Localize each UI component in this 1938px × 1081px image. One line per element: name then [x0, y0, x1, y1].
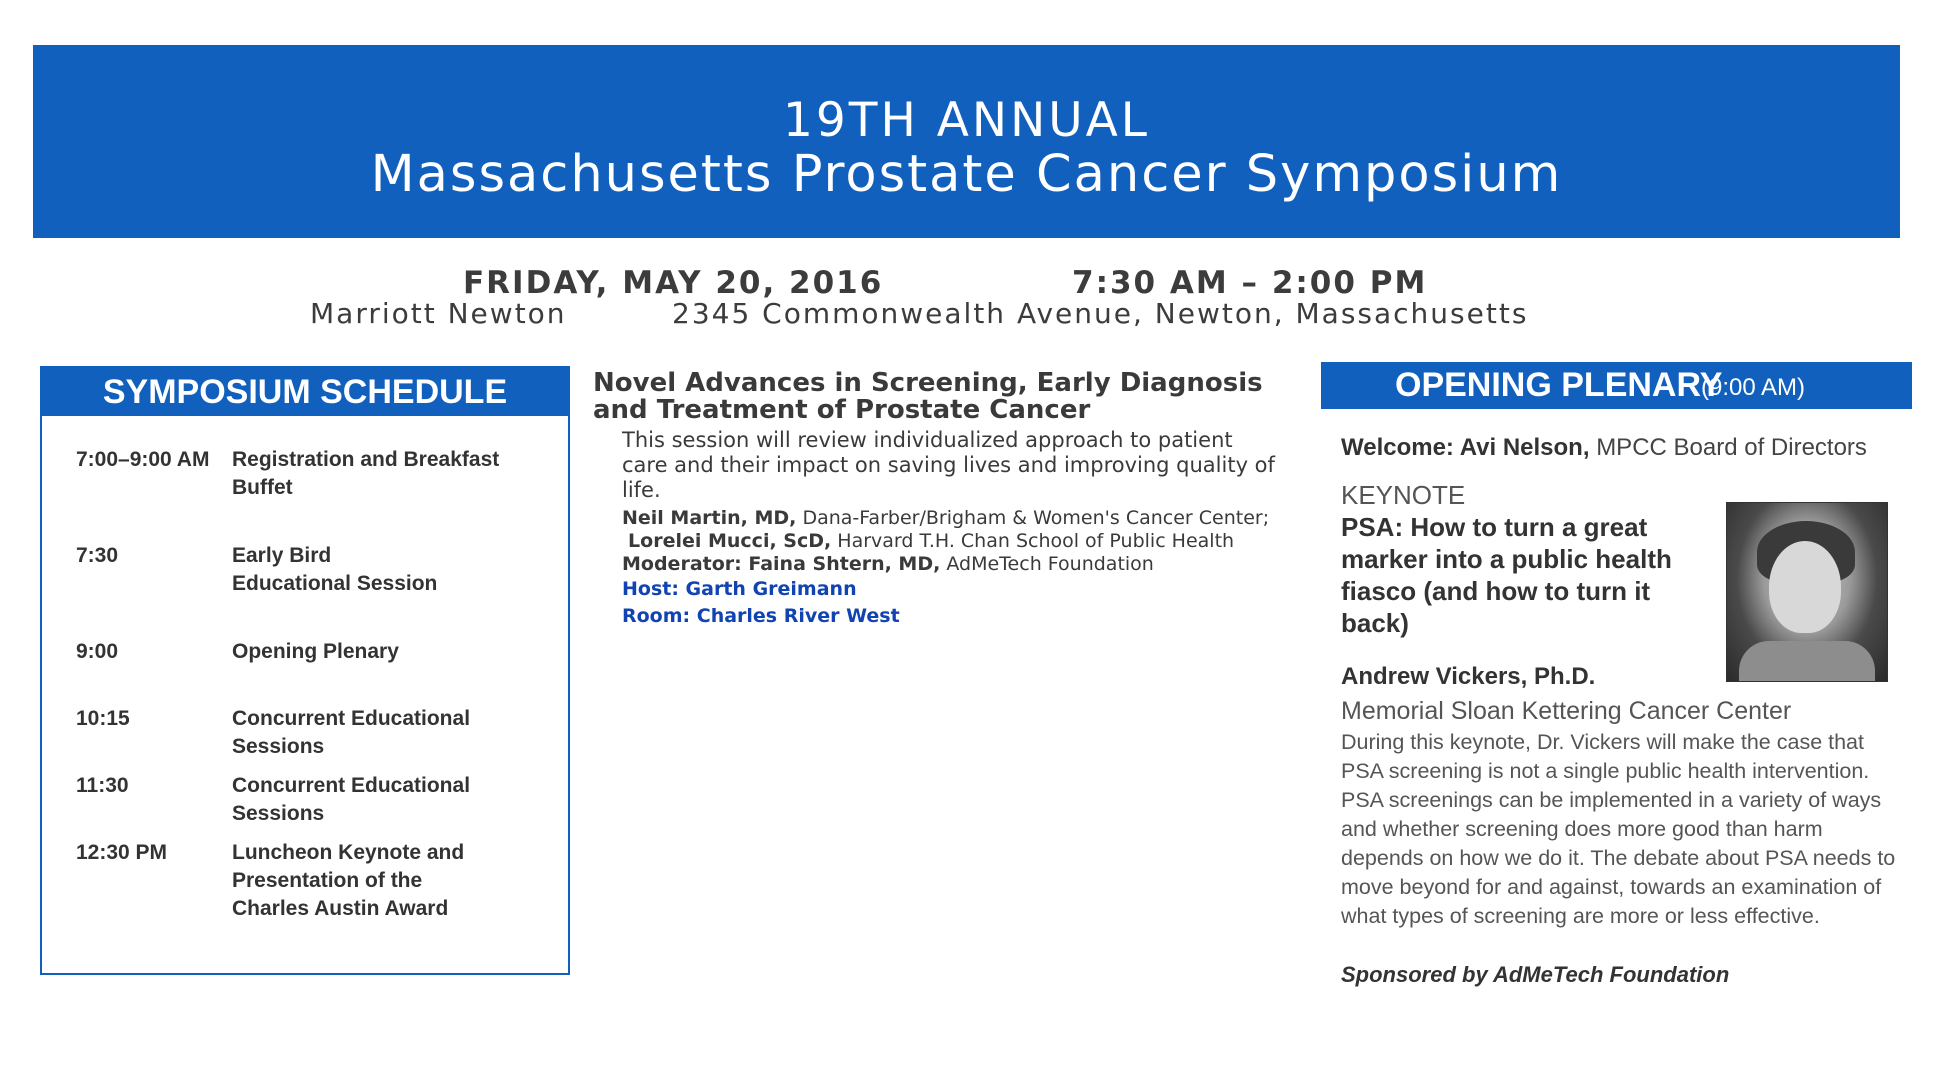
session-description: This session will review individualized approach to patient care and their impact on saving lives and improving quality of life. [622, 428, 1275, 502]
plenary-welcome [1341, 434, 1867, 462]
schedule-time: 12:30 PM [76, 841, 168, 864]
schedule-time: 7:00–9:00 AM [76, 448, 210, 471]
keynote-description: During this keynote, Dr. Vickers will make the case that PSA screening is not a single public health intervention. PSA screenings can be implemented in a variety of ways and whether screening does more good than harm depends on how we do it. The debate about PSA needs to move beyond for and against, towards an examination of what types of screening are more or less effective. [1341, 730, 1896, 928]
session-moderator [622, 553, 1282, 576]
schedule-desc: Registration and Breakfast Buffet [232, 448, 500, 499]
schedule-time: 9:00 [76, 640, 119, 663]
schedule-time: 7:30 [76, 544, 119, 567]
speaker-org: Dana-Farber/Brigham & Women's Cancer Center; [802, 507, 1270, 529]
session-block [593, 370, 1313, 630]
event-date: FRIDAY, MAY 20, 2016 [463, 265, 884, 301]
speaker-name: Neil Martin, MD, [622, 507, 797, 529]
header-banner [33, 45, 1900, 238]
session-title: Novel Advances in Screening, Early Diagnosis and Treatment of Prostate Cancer [593, 368, 1263, 425]
schedule-desc: Concurrent Educational Sessions [232, 774, 471, 825]
welcome-org: MPCC Board of Directors [1596, 434, 1867, 461]
session-speakers [622, 507, 1282, 553]
keynote-speaker: Andrew Vickers, Ph.D. [1341, 663, 1596, 690]
schedule-time: 11:30 [76, 774, 129, 797]
session-room: Room: Charles River West [622, 605, 900, 627]
keynote-title: PSA: How to turn a great marker into a public health fiasco (and how to turn it back) [1341, 512, 1672, 638]
keynote-sponsor: Sponsored by AdMeTech Foundation [1341, 962, 1730, 987]
speaker-photo [1726, 502, 1888, 682]
schedule-title: SYMPOSIUM SCHEDULE [42, 368, 568, 416]
schedule-desc: Concurrent Educational Sessions [232, 707, 471, 758]
schedule-desc: Early Bird Educational Session [232, 544, 438, 595]
speaker-name: Lorelei Mucci, ScD, [628, 530, 832, 552]
session-host: Host: Garth Greimann [622, 578, 857, 600]
speaker-org: Harvard T.H. Chan School of Public Health [837, 530, 1235, 552]
keynote-affiliation: Memorial Sloan Kettering Cancer Center [1341, 697, 1792, 725]
schedule-box [40, 366, 570, 975]
moderator-name: Moderator: Faina Shtern, MD, [622, 553, 941, 575]
schedule-time: 10:15 [76, 707, 130, 730]
welcome-speaker: Welcome: Avi Nelson, [1341, 434, 1590, 461]
moderator-org: AdMeTech Foundation [946, 553, 1154, 575]
schedule-desc: Luncheon Keynote and Presentation of the Charles Austin Award [232, 841, 465, 920]
banner-title: Massachusetts Prostate Cancer Symposium [370, 145, 1563, 204]
event-time: 7:30 AM – 2:00 PM [1072, 265, 1428, 301]
plenary-header [1321, 362, 1912, 409]
plenary-title: OPENING PLENARY [1395, 366, 1723, 404]
banner-edition: 19TH ANNUAL [782, 93, 1150, 148]
plenary-time: (9:00 AM) [1701, 374, 1806, 401]
event-venue: Marriott Newton [310, 297, 567, 330]
event-address: 2345 Commonwealth Avenue, Newton, Massachusetts [672, 297, 1529, 330]
keynote-label: KEYNOTE [1341, 480, 1466, 510]
schedule-desc: Opening Plenary [232, 640, 399, 663]
